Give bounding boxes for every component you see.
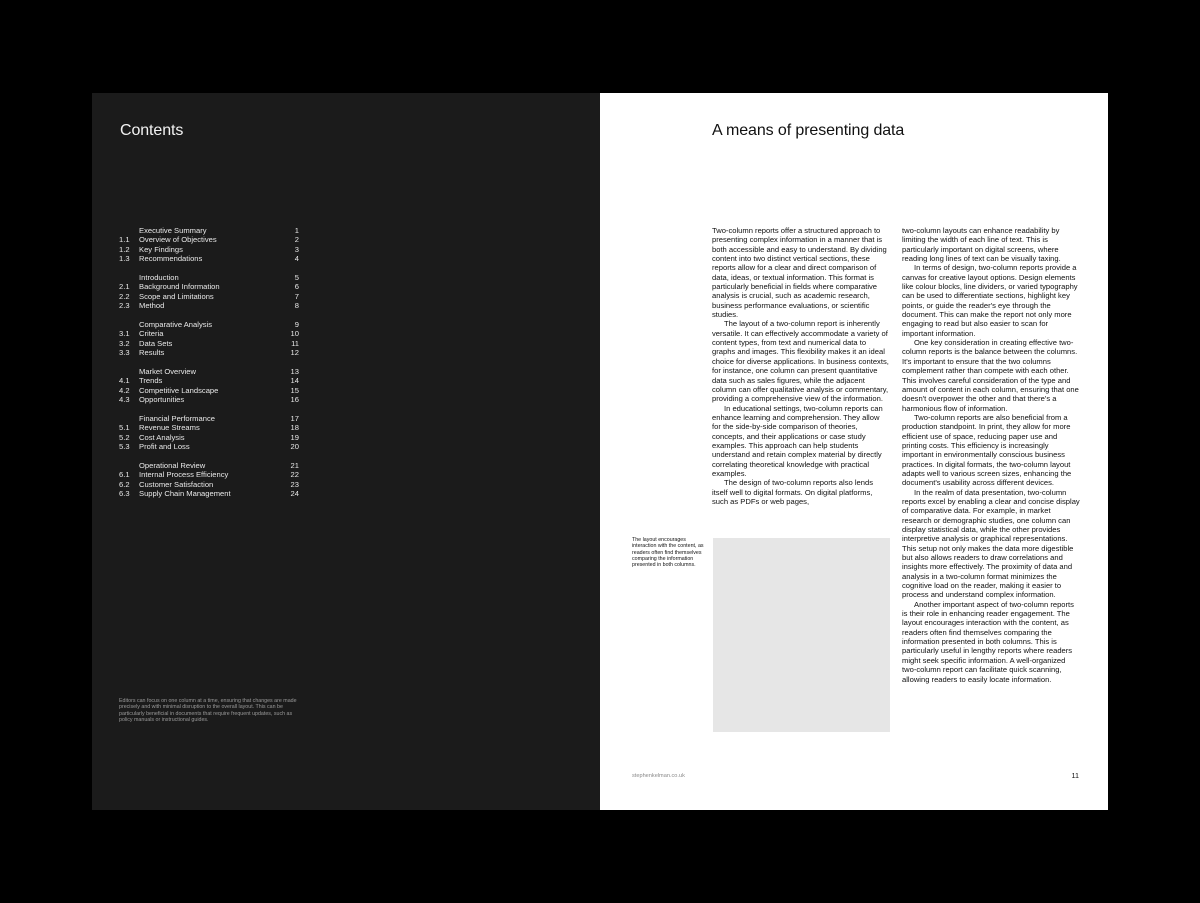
toc-entry — [119, 489, 299, 498]
toc-entry-number: 1.2 — [119, 244, 130, 254]
toc-entry-number: 3.3 — [119, 348, 130, 358]
toc-entry-number: 5.2 — [119, 432, 130, 442]
toc-section — [119, 273, 299, 311]
toc-entry-number: 3.2 — [119, 338, 130, 348]
toc-entry-page: 10 — [290, 329, 299, 339]
toc-entry — [119, 254, 299, 263]
toc-entry-number: 5.3 — [119, 442, 130, 452]
toc-entry-title: Scope and Limitations — [139, 291, 214, 301]
toc-entry-number: 4.1 — [119, 376, 130, 386]
toc-entry-number: 3.1 — [119, 329, 130, 339]
paragraph: The layout of a two-column report is inherently versatile. It can effectively accommodate a variety of content types, from text and numerical data to graphs and images. This flexibility makes it an ideal choice for diverse applications. In business contexts, for instance, one column can present quantitative data such as sales figures, while the adjacent column can offer qualitative analysis or commentary, providing a comprehensive view of the information. — [712, 319, 889, 404]
toc-entry-page: 17 — [290, 414, 299, 424]
paragraph: Two-column reports offer a structured approach to presenting complex information in a manner that is both accessible and easy to understand. By dividing content into two distinct vertical sections, these reports allow for a clear and direct comparison of data, ideas, or textual information. This format is particularly beneficial in fields where comparative analysis is crucial, such as academic research, business performance evaluations, or scientific studies. — [712, 226, 887, 320]
toc-entry — [119, 320, 299, 329]
toc-entry — [119, 442, 299, 451]
toc-entry-number: 5.1 — [119, 423, 130, 433]
paragraph: Another important aspect of two-column reports is their role in enhancing reader engagement. The layout encourages interaction with the content, as readers often find themselves comparing the information presented in both columns. This is particularly useful in lengthy reports where readers might seek specific information. A well-organized two-column report can facilitate quick scanning, allowing readers to easily locate information. — [902, 599, 1074, 684]
toc-entry-number — [119, 226, 139, 235]
toc-entry-page: 24 — [290, 489, 299, 499]
toc-section — [119, 414, 299, 452]
left-page — [92, 93, 600, 810]
toc-entry-number: 1.3 — [119, 254, 130, 264]
toc-entry — [119, 433, 299, 442]
table-of-contents — [119, 226, 299, 508]
paragraph: two-column layouts can enhance readability by limiting the width of each line of text. This is particularly important on digital screens, where reading long lines of text can be visually taxing. — [902, 226, 1061, 264]
toc-entry-title: Profit and Loss — [139, 442, 190, 452]
toc-entry — [119, 235, 299, 244]
toc-entry-title: Comparative Analysis — [139, 320, 213, 330]
document-spread — [92, 93, 1108, 810]
toc-entry-number — [119, 414, 139, 423]
toc-entry-title: Introduction — [139, 273, 179, 283]
toc-entry — [119, 470, 299, 479]
toc-section — [119, 461, 299, 499]
toc-entry — [119, 282, 299, 291]
toc-entry — [119, 329, 299, 338]
toc-entry-page: 2 — [294, 235, 299, 245]
toc-entry-page: 16 — [290, 395, 299, 405]
toc-entry-number: 6.1 — [119, 470, 130, 480]
toc-entry-page: 3 — [294, 244, 299, 254]
toc-section — [119, 367, 299, 405]
toc-entry-number: 1.1 — [119, 235, 130, 245]
body-column-left — [712, 226, 890, 506]
toc-entry — [119, 226, 299, 235]
toc-entry-title: Method — [139, 301, 165, 311]
toc-entry — [119, 480, 299, 489]
toc-entry-title: Supply Chain Management — [139, 489, 231, 499]
toc-entry — [119, 348, 299, 357]
paragraph: The design of two-column reports also lends itself well to digital formats. On digital platforms, such as PDFs or web pages, — [712, 478, 873, 506]
toc-entry-page: 22 — [290, 470, 299, 480]
toc-entry — [119, 395, 299, 404]
toc-entry-title: Operational Review — [139, 461, 206, 471]
paragraph: In terms of design, two-column reports provide a canvas for creative layout options. Design elements like colour blocks, line dividers, or varied typography can be used to differentiate sections, highlight key points, or guide the reader's eye through the document. This can make the report not only more engaging to read but also easier to scan for important information. — [902, 263, 1078, 338]
toc-entry-number — [119, 273, 139, 282]
toc-entry-page: 15 — [290, 385, 299, 395]
toc-entry-number: 2.1 — [119, 282, 130, 292]
toc-entry-title: Overview of Objectives — [139, 235, 217, 245]
toc-entry — [119, 367, 299, 376]
paragraph: One key consideration in creating effective two-column reports is the balance between the columns. It's important to ensure that the two columns complement rather than compete with each other. This involves careful consideration of the type and amount of content in each column, ensuring that one doesn't overpower the other and that there's a harmonious flow of information. — [902, 338, 1079, 413]
toc-entry-page: 9 — [294, 320, 299, 330]
toc-entry-page: 21 — [290, 461, 299, 471]
toc-entry-page: 5 — [294, 273, 299, 283]
toc-entry-number — [119, 367, 139, 376]
toc-entry-title: Recommendations — [139, 254, 203, 264]
toc-entry-page: 13 — [290, 367, 299, 377]
toc-entry-title: Internal Process Efficiency — [139, 470, 229, 480]
paragraph: Two-column reports are also beneficial from a production standpoint. In print, they allow for more efficient use of space, reducing paper use and printing costs. This efficiency is increasingly important in environmentally conscious business practices. In digital formats, the two-column layout adapts well to various screen sizes, enhancing the document's usability across different devices. — [902, 412, 1072, 488]
toc-entry — [119, 301, 299, 310]
toc-section — [119, 320, 299, 358]
toc-entry-title: Results — [139, 348, 165, 358]
toc-entry-number: 4.2 — [119, 385, 130, 395]
sidenote: The layout encourages interaction with the content, as readers often find themselves comparing the information presented in both columns. — [632, 537, 704, 569]
toc-entry-page: 19 — [290, 432, 299, 442]
toc-section — [119, 226, 299, 264]
toc-entry-number — [119, 320, 139, 329]
toc-entry-number — [119, 461, 139, 470]
toc-entry-page: 11 — [291, 338, 299, 348]
left-footnote: Editors can focus on one column at a time, ensuring that changes are made precisely and with minimal disruption to the overall layout. This can be particularly beneficial in documents that require frequent updates, such as policy manuals or instructional guides. — [119, 698, 297, 723]
toc-entry-title: Executive Summary — [139, 226, 207, 235]
toc-entry-page: 7 — [294, 291, 299, 301]
toc-entry — [119, 339, 299, 348]
toc-entry — [119, 386, 299, 395]
toc-entry-page: 8 — [294, 301, 299, 311]
toc-entry-number: 2.2 — [119, 291, 130, 301]
footer-url: stephenkelman.co.uk — [632, 773, 685, 779]
toc-entry-title: Customer Satisfaction — [139, 479, 214, 489]
contents-heading: Contents — [120, 122, 184, 139]
toc-entry-page: 1 — [294, 226, 299, 235]
toc-entry — [119, 245, 299, 254]
page-number: 11 — [1071, 771, 1079, 780]
toc-entry-title: Key Findings — [139, 244, 183, 254]
toc-entry-title: Competitive Landscape — [139, 385, 219, 395]
toc-entry-title: Revenue Streams — [139, 423, 200, 433]
toc-entry-title: Market Overview — [139, 367, 196, 377]
toc-entry-page: 23 — [290, 479, 299, 489]
toc-entry — [119, 423, 299, 432]
toc-entry-page: 4 — [294, 254, 299, 264]
toc-entry — [119, 461, 299, 470]
toc-entry-title: Trends — [139, 376, 163, 386]
right-page — [600, 93, 1108, 810]
toc-entry-title: Background Information — [139, 282, 220, 292]
page-title: A means of presenting data — [712, 122, 905, 139]
toc-entry-title: Criteria — [139, 329, 164, 339]
toc-entry-title: Cost Analysis — [139, 432, 185, 442]
toc-entry-page: 20 — [290, 442, 299, 452]
toc-entry — [119, 414, 299, 423]
toc-entry-number: 4.3 — [119, 395, 130, 405]
toc-entry-title: Financial Performance — [139, 414, 215, 424]
toc-entry-number: 2.3 — [119, 301, 130, 311]
paragraph: In the realm of data presentation, two-column reports excel by enabling a clear and concise display of comparative data. For example, in market research or demographic studies, one column can display statistical data, while the other provides interpretive analysis or graphical representations. This setup not only makes the data more digestible but also allows readers to draw correlations and insights more effectively. The proximity of data and analysis in a two-column format minimizes the cognitive load on the reader, making it easier to process and understand complex information. — [902, 487, 1080, 600]
toc-entry — [119, 292, 299, 301]
paragraph: In educational settings, two-column reports can enhance learning and comprehension. They allow for the side-by-side comparison of theories, concepts, and their applications or case study examples. This approach can help students understand and retain complex material by directly correlating theoretical knowledge with practical examples. — [712, 403, 883, 478]
toc-entry — [119, 376, 299, 385]
body-column-right — [902, 226, 1080, 684]
toc-entry-number: 6.3 — [119, 489, 130, 499]
toc-entry-page: 6 — [294, 282, 299, 292]
toc-entry-page: 18 — [290, 423, 299, 433]
toc-entry-title: Data Sets — [139, 338, 173, 348]
toc-entry-page: 12 — [290, 348, 299, 358]
toc-entry — [119, 273, 299, 282]
toc-entry-number: 6.2 — [119, 479, 130, 489]
toc-entry-title: Opportunities — [139, 395, 185, 405]
toc-entry-page: 14 — [290, 376, 299, 386]
image-placeholder — [713, 538, 890, 732]
